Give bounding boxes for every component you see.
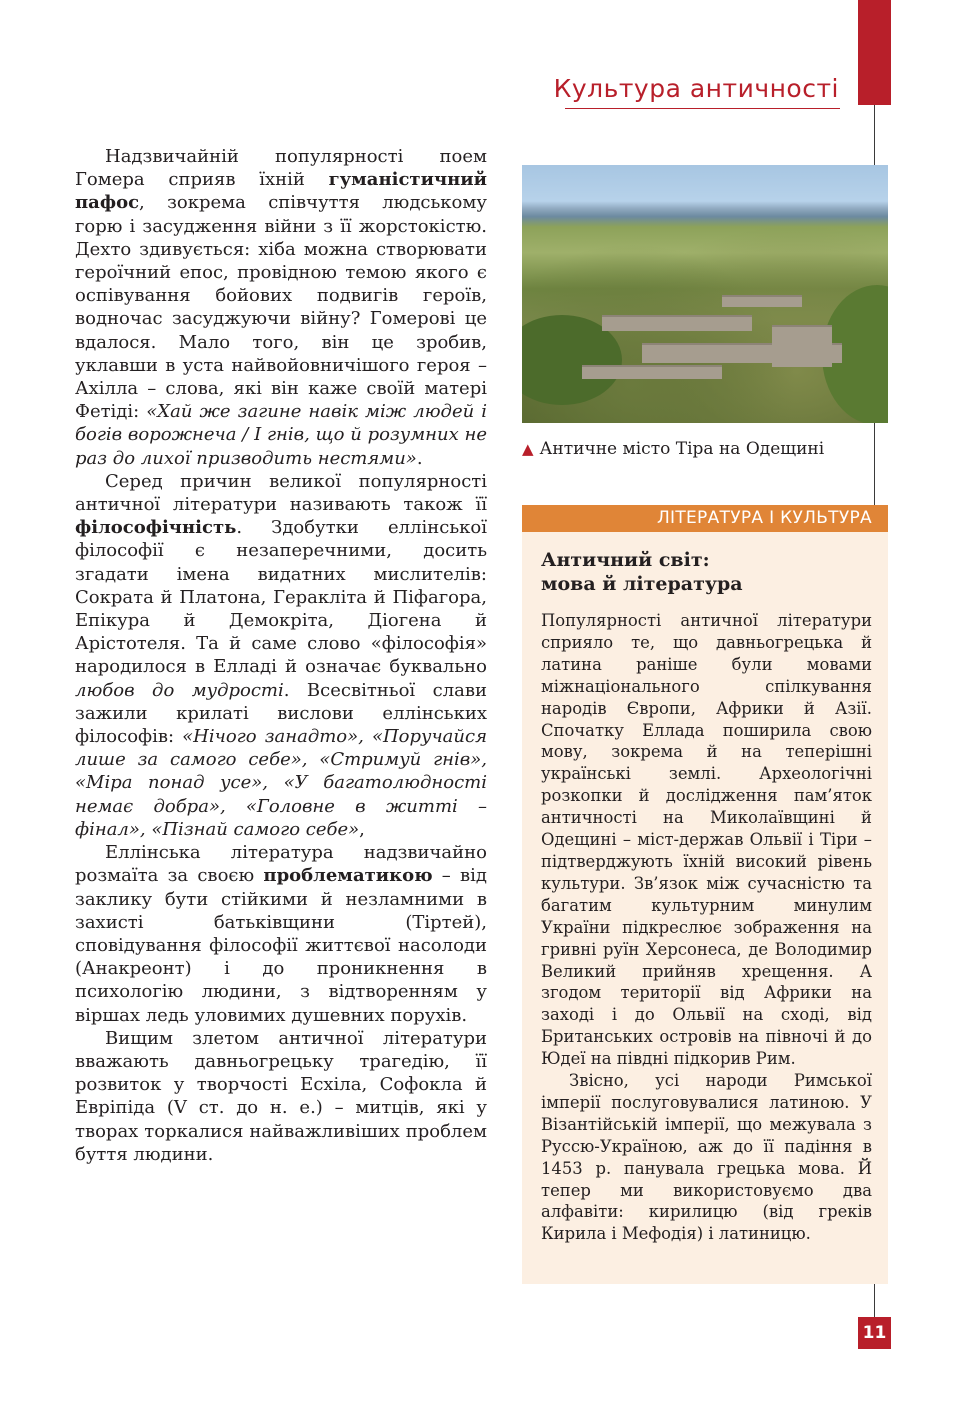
paragraph-philosophy: Серед причин великої популярності античної літератури називають також її філософічність. Здобутки еллінської філософії є незаперечними, досить згадати імена видатних мислителів: Сократа й Платона, Геракліта й Піфагора, Епікура й Демокріта, Діогена й Арістотеля. Та й саме слово «філософія» народилося в Елладі й означає буквально любов до мудрості. Всесвітньої слави зажили крилаті вислови еллінських філософів: «Нічого занадто», «Поручайся лише за самого себе», «Стримуй гнів», «Міра понад усе», «У багатолюдності немає добра», «Головне в житті – фінал», «Пізнай самого себе»,	[75, 470, 487, 840]
page-number: 11	[858, 1317, 891, 1349]
box-paragraph-1: Популярності античної літератури сприяло те, що давньогрецька й латина раніше були мовами міжнаціонального спілкування народів Європи, Африки й Азії. Спочатку Еллада поширила свою мову, зокрема й на теперішні українські землі. Археологічні розкопки й дослідження пам’яток античності на Миколаївщині й Одещині – міст-держав Ольвії і Тіри – підтверджують їхній високий рівень культури. Зв’язок між сучасністю та багатим культурним минулим України підкреслює зображення на гривні руїн Херсонеса, де Володимир Великий прийняв хрещення. А згодом території від Африки на заході і до Ольвії на сході, від Британських островів на півночі й до Юдеї на півдні підкорив Рим.	[541, 611, 872, 1069]
box-heading: Античний світ: мова й література	[541, 549, 743, 595]
box-paragraph-2: Звісно, усі народи Римської імперії послуговувалися латиною. У Візантійській імперії, що межувала з Руссю-Україною, аж до її падіння в 1453 р. панувала грецька мова. Й тепер ми використовуємо два алфавіти: кирилицю (від греків Кирила і Мефодія) і латиницю.	[541, 1071, 872, 1244]
paragraph-problems: Еллінська література надзвичайно розмаїта за своєю проблематикою – від заклику бути стійкими й незламними в захисті батьківщини (Тіртей), сповідування філософії життєвої насолоди (Анакреонт) і до проникнення в психологію людини, з відтворенням у віршах ледь уловимих душевних порухів.	[75, 842, 488, 1026]
header-underline	[565, 108, 840, 109]
photo-caption: ▲ Античне місто Тіра на Одещині	[522, 439, 825, 459]
sidebar-label: ЛІТЕРАТУРА І КУЛЬТУРА	[522, 505, 888, 532]
main-column	[75, 145, 487, 1166]
tyras-ruins-photo	[522, 165, 888, 423]
literature-culture-box	[522, 532, 888, 1284]
box-body	[541, 610, 872, 1245]
section-title: Культура античності	[553, 74, 839, 103]
triangle-marker-icon: ▲	[522, 440, 534, 458]
paragraph-tragedy: Вищим злетом античної літератури вважають давньогрецьку трагедію, її розвиток у творчості Есхіла, Софокла й Евріпіда (V ст. до н. е.) – митців, які у творах торкалися найважливіших проблем буття людини.	[75, 1027, 487, 1165]
paragraph-homer: Надзвичайній популярності поем Гомера сприяв їхній гуманістичний пафос, зокрема співчуття людському горю і засудження війни з її жорстокістю. Дехто здивується: хіба можна створювати героїчний епос, провідною темою якого є оспівування бойових подвигів героїв, водночас засуджуючи війну? Гомерові це вдалося. Мало того, він це зробив, уклавши в уста найвойовничішого героя – Ахілла – слова, які він каже своїй матері Фетіді: «Хай же загине навік між людей і богів ворожнеча / І гнів, що й розумних не раз до лихої призводить нестями».	[75, 146, 487, 469]
header-red-tab	[858, 0, 891, 105]
